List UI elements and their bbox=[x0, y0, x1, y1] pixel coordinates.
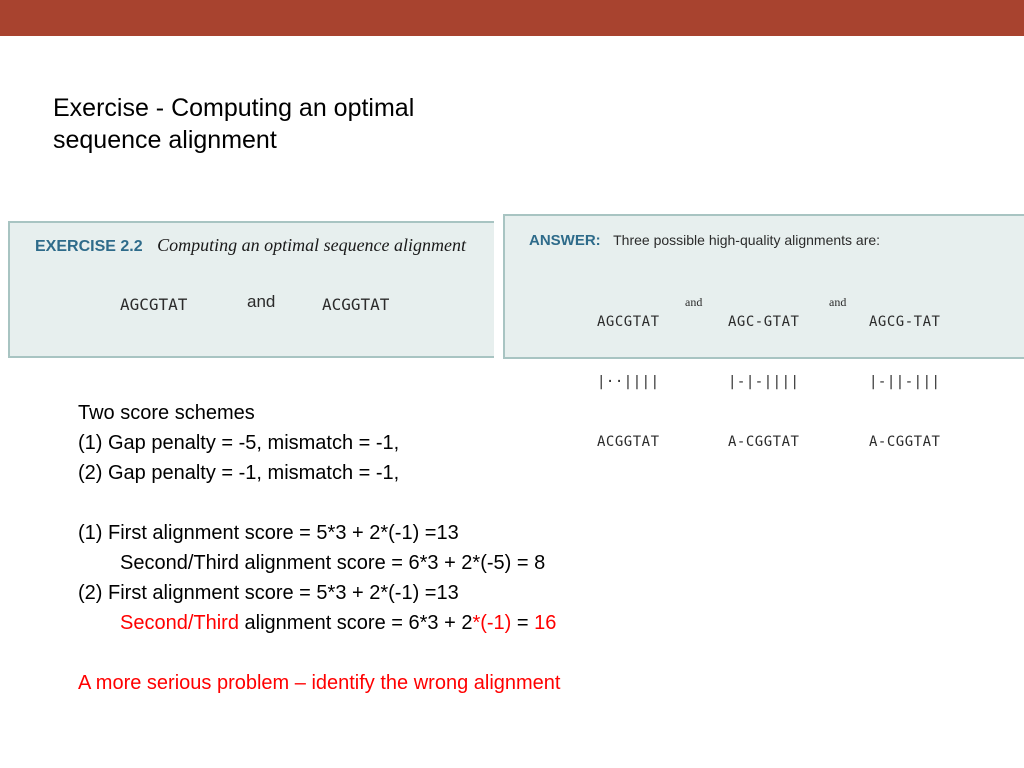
slide-title bbox=[53, 92, 513, 156]
blank-line-2 bbox=[78, 638, 978, 668]
result-2-second-equals: = bbox=[511, 612, 535, 634]
alignment-2-top: AGC-GTAT bbox=[728, 314, 800, 330]
schemes-heading: Two score schemes bbox=[78, 402, 255, 424]
alignment-1-match: |··|||| bbox=[597, 374, 660, 390]
exercise-and: and bbox=[247, 292, 276, 311]
body-text bbox=[78, 398, 978, 698]
alignment-and-1: and bbox=[685, 295, 703, 309]
alignment-2-match: |-|-|||| bbox=[728, 374, 800, 390]
top-accent-bar bbox=[0, 0, 1024, 36]
result-2-second-factor: *(-1) bbox=[472, 612, 512, 634]
result-2-second-value: 16 bbox=[534, 612, 557, 634]
alignment-and-2: and bbox=[829, 295, 847, 309]
alignment-1-bottom: ACGGTAT bbox=[597, 434, 660, 450]
exercise-title: Computing an optimal sequence alignment bbox=[157, 235, 467, 255]
answer-text: Three possible high-quality alignments are: bbox=[613, 232, 881, 248]
result-1-first: (1) First alignment score = 5*3 + 2*(-1) =13 bbox=[78, 522, 459, 544]
answer-heading bbox=[529, 232, 880, 250]
alignment-3-match: |-||-||| bbox=[869, 374, 941, 390]
alignment-3-top: AGCG-TAT bbox=[869, 314, 941, 330]
slide-title-line2: sequence alignment bbox=[53, 126, 277, 154]
alignment-1-top: AGCGTAT bbox=[597, 314, 660, 330]
scheme-2: (2) Gap penalty = -1, mismatch = -1, bbox=[78, 462, 400, 484]
problem-statement: A more serious problem – identify the wrong alignment bbox=[78, 672, 561, 694]
answer-label: ANSWER: bbox=[529, 232, 601, 249]
exercise-sequence-2: ACGGTAT bbox=[322, 295, 390, 314]
exercise-panel bbox=[8, 221, 494, 358]
alignment-2-bottom: A-CGGTAT bbox=[728, 434, 800, 450]
slide-title-line1: Exercise - Computing an optimal bbox=[53, 94, 415, 122]
exercise-label: EXERCISE 2.2 bbox=[35, 238, 143, 255]
result-2-second bbox=[78, 608, 978, 638]
result-1-second: Second/Third alignment score = 6*3 + 2*(-5) = 8 bbox=[120, 552, 546, 574]
answer-panel bbox=[503, 214, 1024, 450]
result-2-second-text: alignment score = 6*3 + 2 bbox=[238, 612, 473, 634]
exercise-sequence-1: AGCGTAT bbox=[120, 295, 188, 314]
result-2-first: (2) First alignment score = 5*3 + 2*(-1) =13 bbox=[78, 582, 459, 604]
result-2-second-highlight: Second/Third bbox=[120, 612, 239, 634]
exercise-heading bbox=[35, 235, 466, 256]
alignment-3-bottom: A-CGGTAT bbox=[869, 434, 941, 450]
scheme-1: (1) Gap penalty = -5, mismatch = -1, bbox=[78, 432, 400, 454]
blank-line bbox=[78, 488, 978, 518]
